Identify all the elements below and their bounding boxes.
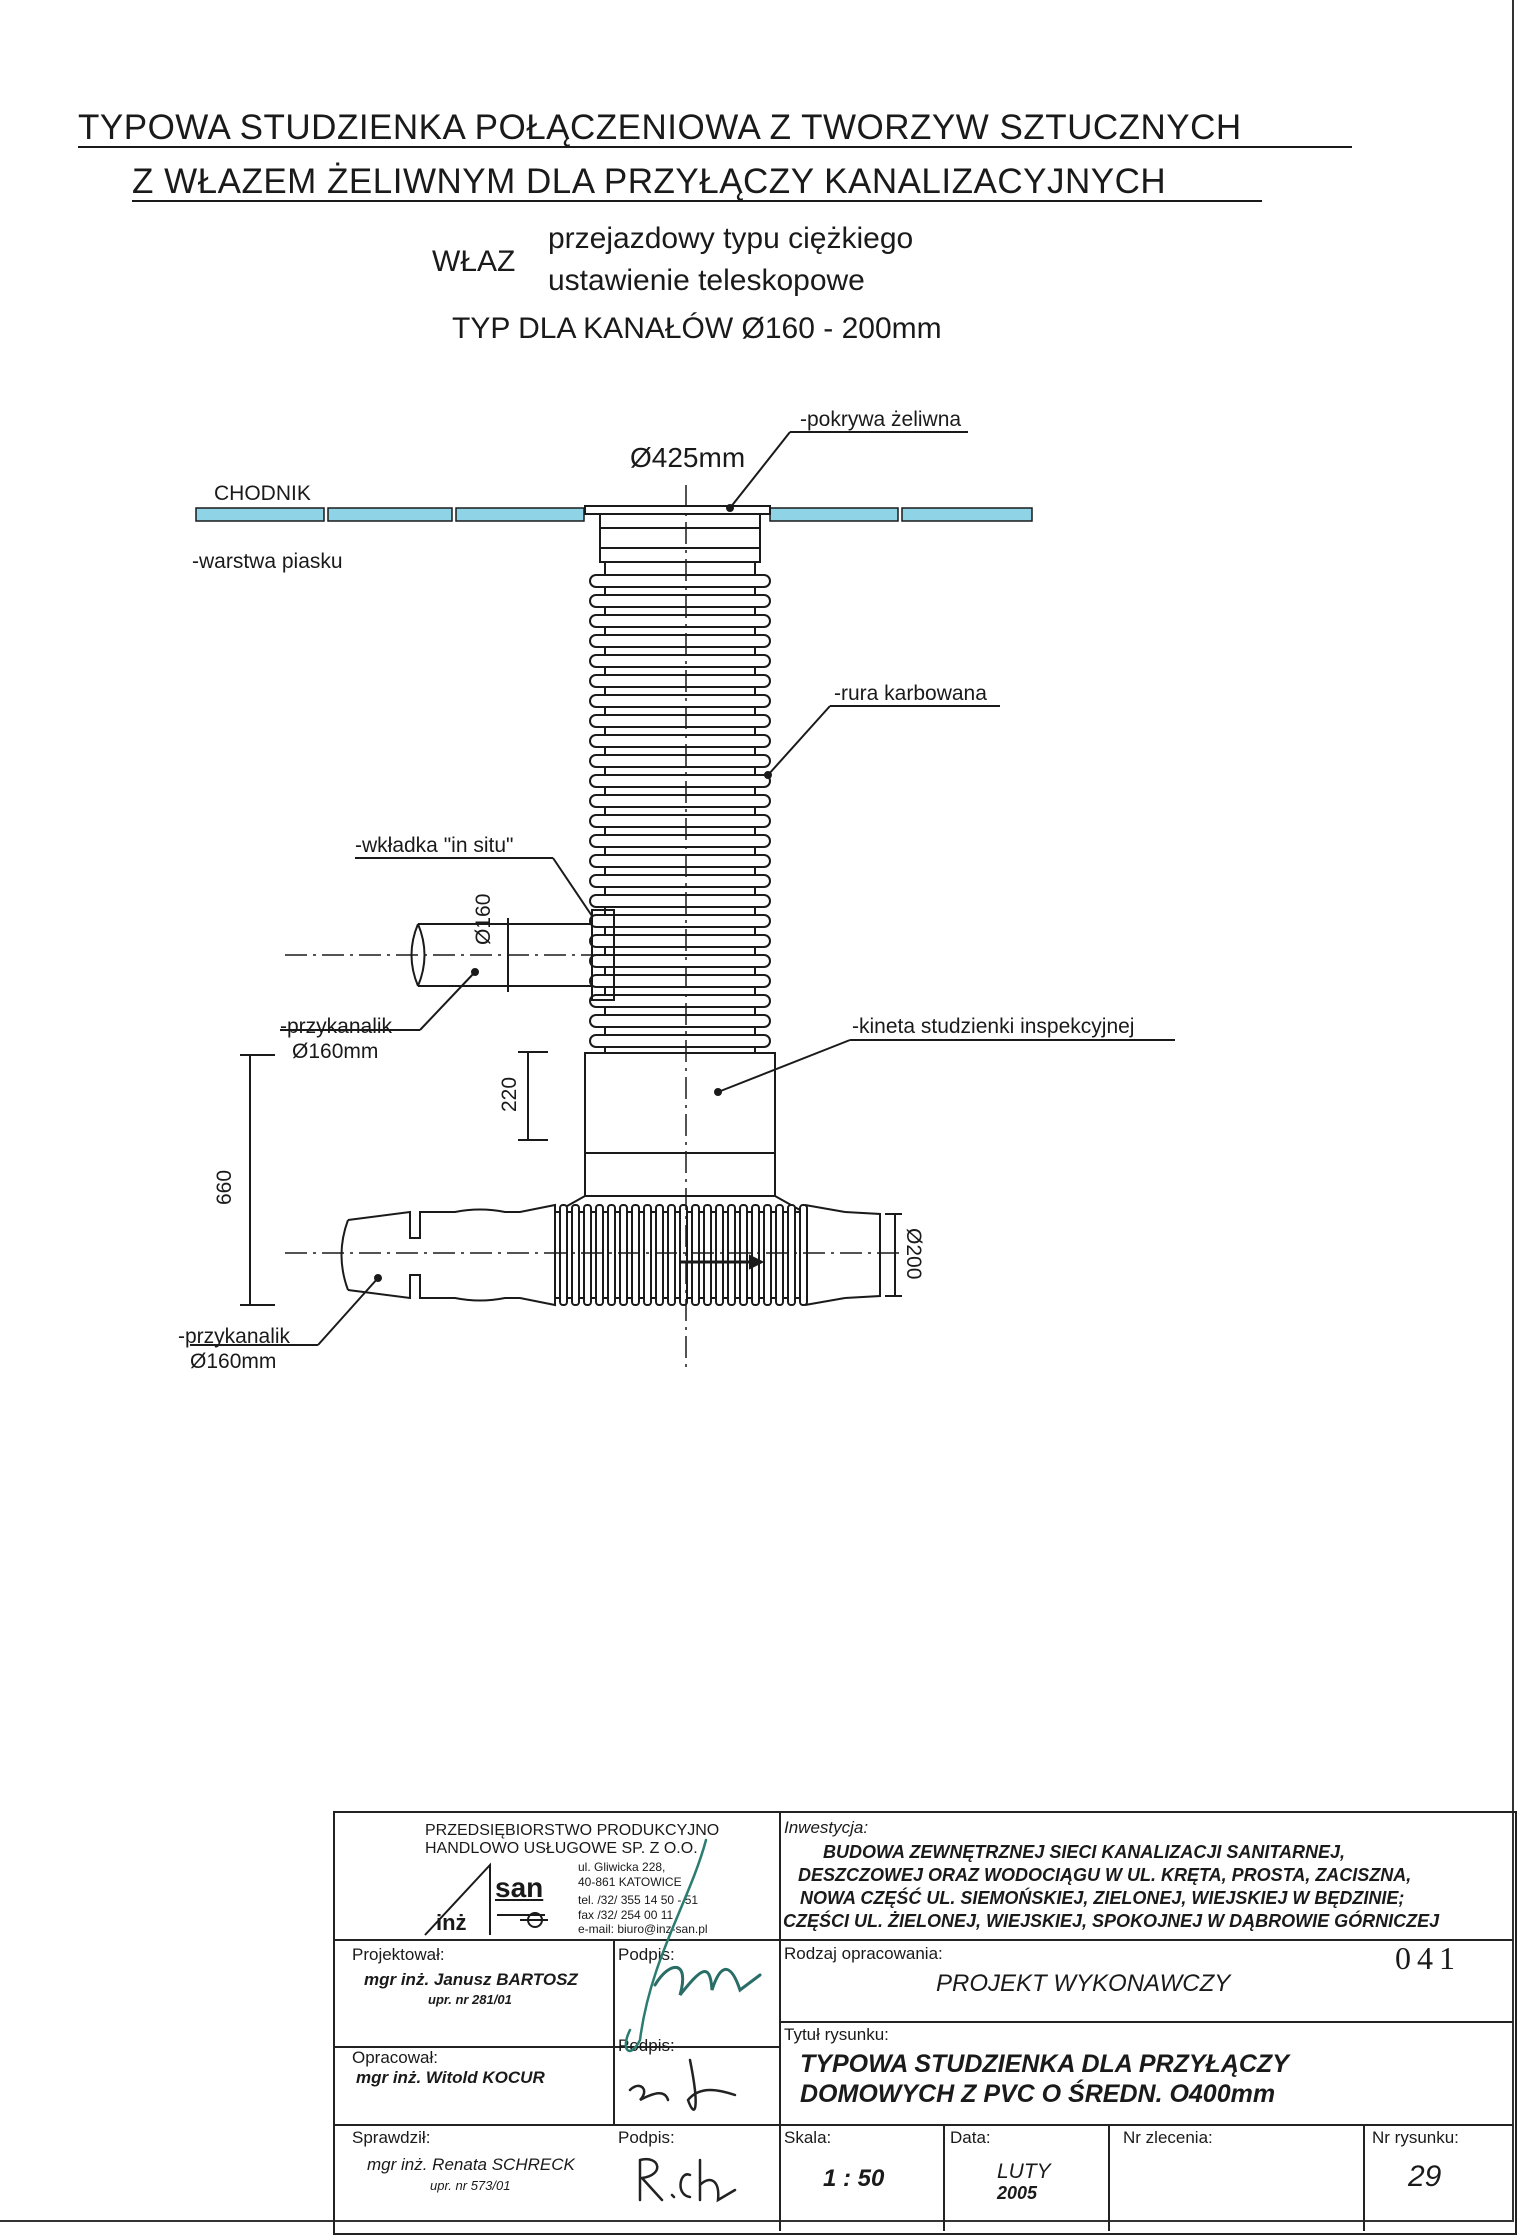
checked-license: upr. nr 573/01 <box>430 2178 511 2193</box>
dim-d160: Ø160 <box>472 893 495 945</box>
scale-value: 1 : 50 <box>823 2165 885 2192</box>
prepared-label: Opracował: <box>352 2048 438 2067</box>
date-label: Data: <box>950 2128 991 2147</box>
investment-line-4: CZĘŚCI UL. ŻIELONEJ, WIEJSKIEJ, SPOKOJNEJ W DĄBROWIE GÓRNICZEJ <box>783 1911 1440 1931</box>
sign-label-1: Podpis: <box>618 1945 675 1964</box>
company-line-2: HANDLOWO USŁUGOWE SP. Z O.O. <box>425 1840 698 1857</box>
address-line-1: ul. Gliwicka 228, <box>578 1860 666 1874</box>
phone: tel. /32/ 355 14 50 - 51 <box>578 1893 699 1907</box>
drawing-title-label: Tytuł rysunku: <box>784 2025 889 2044</box>
scale-label: Skala: <box>784 2128 832 2147</box>
title-line-2: Z WŁAZEM ŻELIWNYM DLA PRZYŁĄCZY KANALIZACYJNYCH <box>132 162 1167 201</box>
checked-name: mgr inż. Renata SCHRECK <box>367 2155 575 2174</box>
type-label: Rodzaj opracowania: <box>784 1944 943 1963</box>
label-branch-lower-2: Ø160mm <box>190 1350 277 1373</box>
company-line-1: PRZEDSIĘBIORSTWO PRODUKCYJNO <box>425 1822 720 1839</box>
dim-220: 220 <box>498 1076 521 1112</box>
tb-sign2-cell <box>613 2044 781 2126</box>
hatch-line-1: przejazdowy typu ciężkiego <box>548 222 914 255</box>
label-branch-upper-1: -przykanalik <box>280 1015 393 1038</box>
drawing-no-label: Nr rysunku: <box>1372 2128 1459 2147</box>
investment-line-3: NOWA CZĘŚĆ UL. SIEMOŃSKIEJ, ZIELONEJ, WIEJSKIEJ W BĘDZINIE; <box>800 1888 1405 1908</box>
stamp-number: 041 <box>1395 1940 1461 1976</box>
bottom-pipe <box>555 1205 807 1305</box>
hatch-label: WŁAZ <box>432 245 516 278</box>
fax: fax /32/ 254 00 11 <box>578 1908 674 1922</box>
dim-d200: Ø200 <box>902 1228 925 1280</box>
checked-label: Sprawdził: <box>352 2128 431 2147</box>
sign-label-3: Podpis: <box>618 2128 675 2147</box>
label-insert: -wkładka "in situ" <box>355 834 514 857</box>
designer-license: upr. nr 281/01 <box>428 1992 512 2007</box>
logo-text-inz: inż <box>436 1910 467 1935</box>
prepared-name: mgr inż. Witold KOCUR <box>356 2068 545 2087</box>
investment-label: Inwestycja: <box>784 1818 869 1837</box>
title-line-1: TYPOWA STUDZIENKA POŁĄCZENIOWA Z TWORZYW SZTUCZNYCH <box>78 108 1242 147</box>
drawing-title-line-2: DOMOWYCH Z PVC O ŚREDN. O400mm <box>800 2080 1276 2108</box>
investment-line-1: BUDOWA ZEWNĘTRZNEJ SIECI KANALIZACJI SANITARNEJ, <box>823 1842 1346 1862</box>
dim-660: 660 <box>213 1169 236 1205</box>
type-value: PROJEKT WYKONAWCZY <box>936 1970 1231 1997</box>
address-line-2: 40-861 KATOWICE <box>578 1875 682 1889</box>
label-branch-upper-2: Ø160mm <box>292 1040 379 1063</box>
hatch-line-2: ustawienie teleskopowe <box>548 264 865 297</box>
corrugated-riser <box>590 562 770 1053</box>
date-month: LUTY <box>997 2160 1051 2183</box>
label-cover-diameter: Ø425mm <box>630 442 746 473</box>
label-corrugated-pipe: -rura karbowana <box>834 682 987 705</box>
investment-line-2: DESZCZOWEJ ORAZ WODOCIĄGU W UL. KRĘTA, PROSTA, ZACISZNA, <box>798 1865 1412 1885</box>
designer-name: mgr inż. Janusz BARTOSZ <box>364 1970 578 1989</box>
date-year: 2005 <box>997 2183 1038 2203</box>
drawing-title-line-1: TYPOWA STUDZIENKA DLA PRZYŁĄCZY <box>800 2050 1289 2078</box>
designer-label: Projektował: <box>352 1945 445 1964</box>
order-label: Nr zlecenia: <box>1123 2128 1213 2147</box>
logo-text-san: san <box>495 1872 544 1903</box>
label-sidewalk: CHODNIK <box>214 482 311 505</box>
type-line: TYP DLA KANAŁÓW Ø160 - 200mm <box>452 312 942 345</box>
label-sand-layer: -warstwa piasku <box>192 550 343 573</box>
label-kineta: -kineta studzienki inspekcyjnej <box>852 1015 1135 1038</box>
drawing-no-value: 29 <box>1408 2160 1442 2193</box>
email: e-mail: biuro@inz-san.pl <box>578 1922 708 1936</box>
label-cover: -pokrywa żeliwna <box>800 408 962 431</box>
label-branch-lower-1: -przykanalik <box>178 1325 291 1348</box>
sign-label-2: Podpis: <box>618 2036 675 2055</box>
